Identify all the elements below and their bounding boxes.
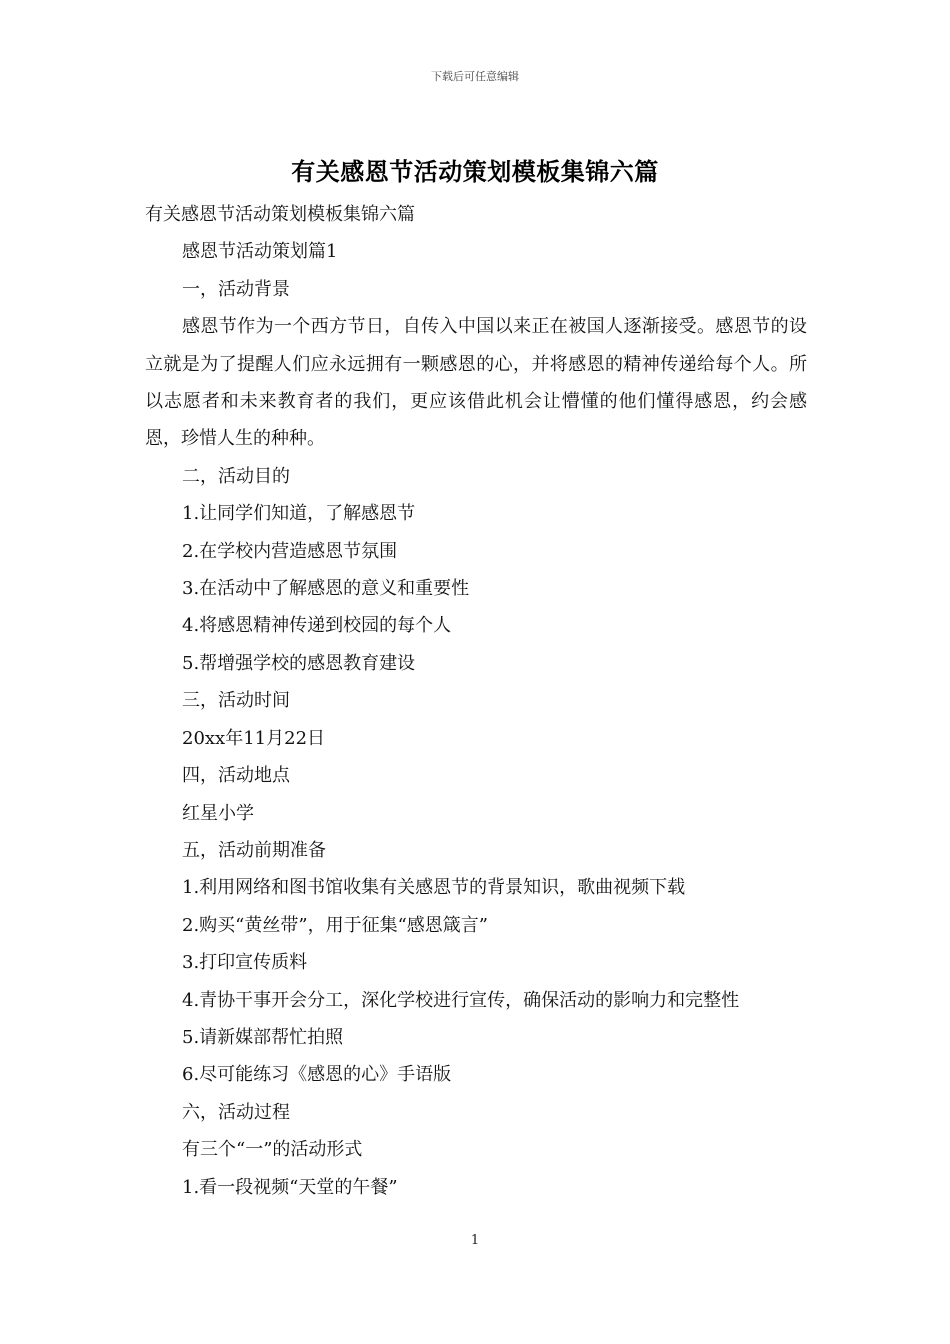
list-item: 6.尽可能练习《感恩的心》手语版	[182, 1064, 452, 1086]
section-plan-heading: 感恩节活动策划篇1	[182, 241, 338, 263]
subtitle-line: 有关感恩节活动策划模板集锦六篇	[145, 204, 415, 225]
page-number: 1	[470, 1233, 480, 1248]
list-item: 2.购买“黄丝带”，用于征集“感恩箴言”	[182, 914, 488, 936]
heading-purpose: 二，活动目的	[182, 465, 290, 487]
list-item: 1.让同学们知道，了解感恩节	[182, 503, 416, 525]
background-paragraph: 感恩节作为一个西方节日，自传入中国以来正在被国人逐渐接受。感恩节的设立就是为了提醒人们应永远拥有一颗感恩的心，并将感恩的精神传递给每个人。所以志愿者和未来教育者的我们，更应该借此机会让懵懂的他们懂得感恩，约会感恩，珍惜人生的种种。	[145, 316, 807, 450]
heading-preparation: 五，活动前期准备	[182, 839, 326, 861]
heading-process: 六，活动过程	[182, 1101, 290, 1123]
list-item: 3.在活动中了解感恩的意义和重要性	[182, 578, 470, 600]
heading-background: 一，活动背景	[182, 278, 290, 300]
list-item: 2.在学校内营造感恩节氛围	[182, 540, 398, 562]
document-title: 有关感恩节活动策划模板集锦六篇	[291, 157, 659, 186]
list-item: 5.帮增强学校的感恩教育建设	[182, 652, 416, 674]
event-date: 20xx年11月22日	[182, 727, 326, 749]
list-item: 4.将感恩精神传递到校园的每个人	[182, 615, 452, 637]
heading-time: 三，活动时间	[182, 690, 290, 712]
list-item: 1.利用网络和图书馆收集有关感恩节的背景知识，歌曲视频下载	[182, 877, 686, 899]
list-item: 3.打印宣传质料	[182, 952, 308, 974]
page-header-note: 下载后可任意编辑	[431, 70, 519, 83]
list-item: 4.青协干事开会分工，深化学校进行宣传，确保活动的影响力和完整性	[182, 989, 740, 1011]
heading-location: 四，活动地点	[182, 765, 290, 787]
list-item: 1.看一段视频“天堂的午餐”	[182, 1176, 398, 1198]
document-body	[145, 196, 807, 1206]
process-intro: 有三个“一”的活动形式	[182, 1139, 363, 1161]
event-location: 红星小学	[182, 802, 254, 824]
list-item: 5.请新媒部帮忙拍照	[182, 1026, 344, 1048]
